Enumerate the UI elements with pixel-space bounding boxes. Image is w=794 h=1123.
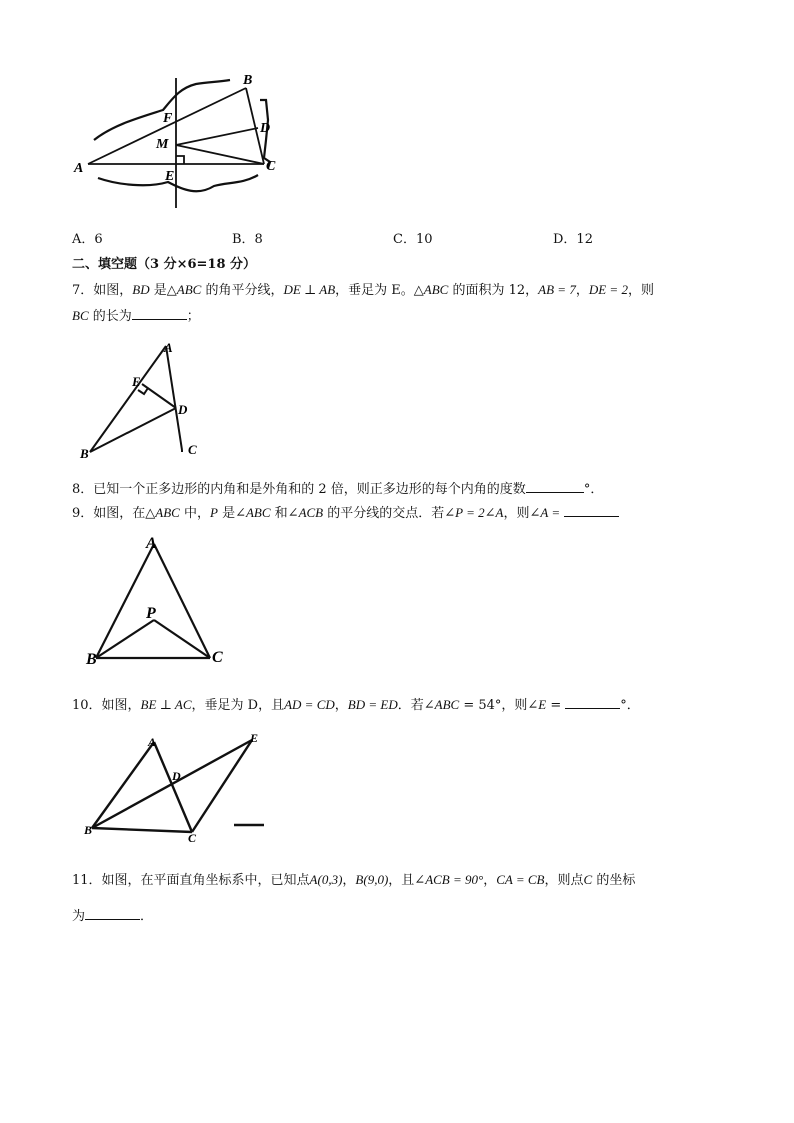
fig6-label-c: C <box>266 159 276 174</box>
choice-a: A．6 <box>72 232 103 247</box>
q9-line: 9．如图，在△ABC 中，P 是∠ABC 和∠ACB 的平分线的交点．若∠P = 2∠A，则∠A = <box>72 502 619 523</box>
fig7-label-b: B <box>80 446 89 461</box>
q11-line1: 11．如图，在平面直角坐标系中，已知点A(0,3)，B(9,0)，且∠ACB = 90°，CA = CB，则点C 的坐标 <box>72 872 636 888</box>
figure-q6-blobs <box>94 80 270 191</box>
fig10-label-d: D <box>172 769 181 783</box>
choice-c: C．10 <box>393 232 433 247</box>
fig6-label-d: D <box>260 121 271 136</box>
fig6-label-b: B <box>243 73 253 88</box>
fig6-label-e: E <box>165 169 175 184</box>
fig10-label-a: A <box>148 735 157 749</box>
choice-d: D．12 <box>553 232 593 247</box>
q7-line1: 7．如图，BD 是△ABC 的角平分线，DE ⊥ AB，垂足为 E。△ABC 的面积为 12，AB = 7，DE = 2，则 <box>72 282 654 298</box>
q7-line2: BC 的长为 ； <box>72 305 200 326</box>
fig7-label-e: E <box>132 374 141 389</box>
fig7-label-d: D <box>178 402 188 417</box>
fig9-label-c: C <box>212 649 223 666</box>
section-title: 二、填空题（3 分×6=18 分） <box>72 257 257 272</box>
fig9-label-b: B <box>86 651 97 668</box>
q8-line: 8．已知一个正多边形的内角和是外角和的 2 倍，则正多边形的每个内角的度数 °． <box>72 478 603 499</box>
fig7-label-c: C <box>188 442 197 457</box>
fig10-label-e: E <box>250 731 259 745</box>
fig6-label-f: F <box>163 111 173 126</box>
fig9-label-p: P <box>146 605 156 622</box>
q9-answer-blank[interactable] <box>564 502 619 517</box>
fig6-label-a: A <box>74 161 84 176</box>
fig9-label-a: A <box>146 535 157 552</box>
q11-answer-blank[interactable] <box>85 905 140 920</box>
q10-line: 10．如图，BE ⊥ AC，垂足为 D，且AD = CD，BD = ED．若∠ABC = 54°，则∠E = °． <box>72 694 640 715</box>
fig10-label-b: B <box>84 823 93 837</box>
figure-q7 <box>78 340 208 460</box>
q11-line2: 为 ． <box>72 905 153 926</box>
figure-q6-lines <box>88 78 264 208</box>
fig7-label-a: A <box>164 340 173 355</box>
figure-q9 <box>86 532 236 672</box>
choice-b: B．8 <box>232 232 263 247</box>
q8-answer-blank[interactable] <box>526 478 584 493</box>
fig10-label-c: C <box>188 831 197 845</box>
q7-answer-blank[interactable] <box>132 305 187 320</box>
figure-q6 <box>68 70 298 215</box>
fig6-label-m: M <box>156 137 169 152</box>
figure-q10 <box>84 728 274 843</box>
q10-answer-blank[interactable] <box>565 694 620 709</box>
